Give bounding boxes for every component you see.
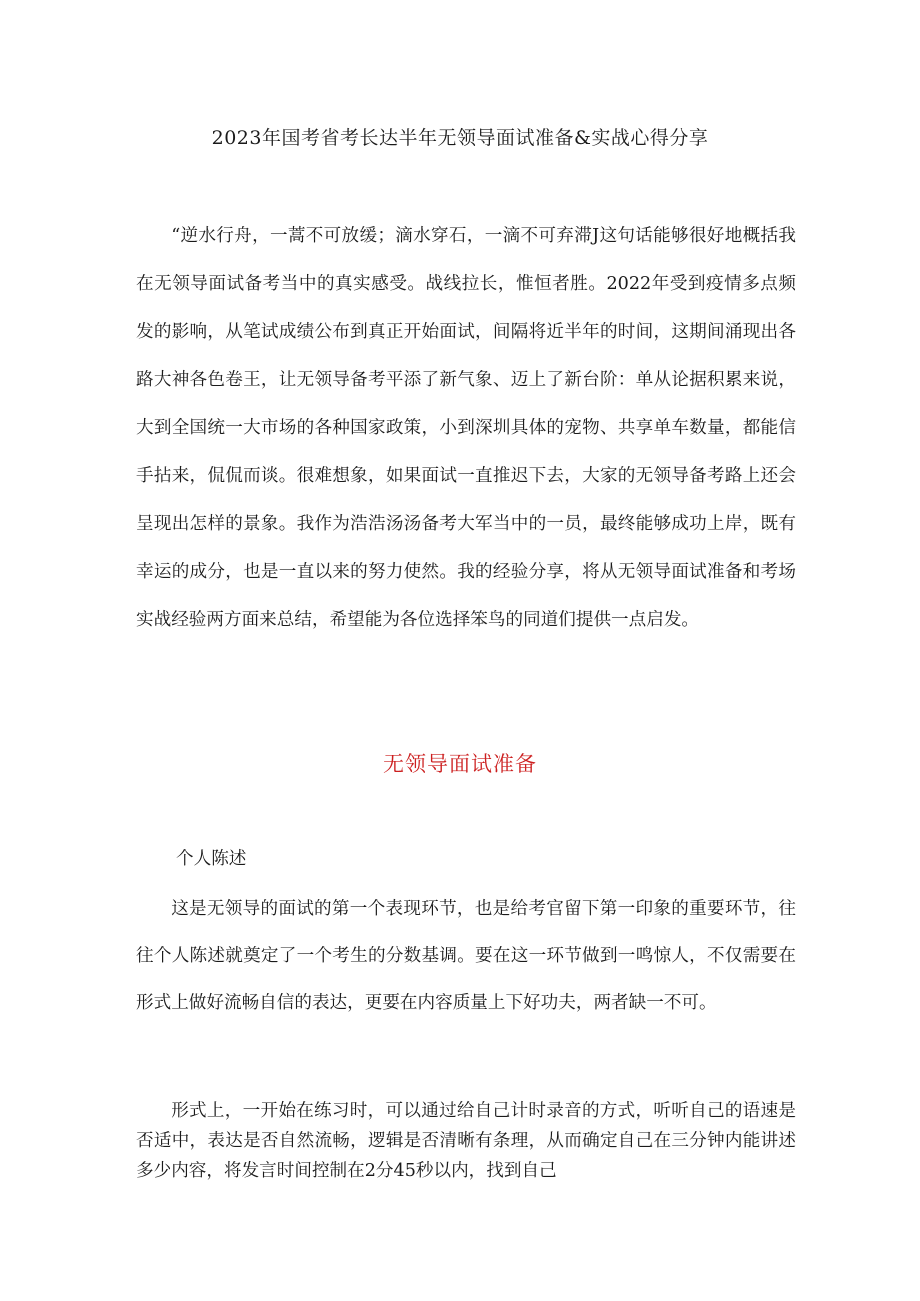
paragraph-personal-statement: 这是无领导的面试的第一个表现环节，也是给考官留下第一印象的重要环节，往往个人陈述就奠定了一个考生的分数基调。要在这一环节做到一鸣惊人，不仅需要在形式上做好流畅自信的表达，更要在内容质量上下好功夫，两者缺一不可。: [136, 899, 796, 1013]
paragraph-form: 形式上，一开始在练习时，可以通过给自己计时录音的方式，听听自己的语速是否适中，表达是否自然流畅，逻辑是否清晰有条理，从而确定自己在三分钟内能讲述多少内容，将发言时间控制在2分45秒以内，找到自己: [136, 1101, 796, 1181]
subheading-personal-statement: 个人陈述: [176, 849, 247, 869]
section-heading: 无领导面试准备: [383, 752, 537, 776]
intro-paragraph: “逆水行舟，一蒿不可放缓；滴水穿石，一滴不可弃滞J这句话能够很好地概括我在无领导面试备考当中的真实感受。战线拉长，惟恒者胜。2022年受到疫情多点频发的影响，从笔试成绩公布到真正开始面试，间隔将近半年的时间，这期间涌现出各路大神各色卷王，让无领导备考平添了新气象、迈上了新台阶：单从论据积累来说，大到全国统一大市场的各种国家政策，小到深圳具体的宠物、共享单车数量，都能信手拈来，侃侃而谈。很难想象，如果面试一直推迟下去，大家的无领导备考路上还会呈现出怎样的景象。我作为浩浩汤汤备考大军当中的一员，最终能够成功上岸，既有幸运的成分，也是一直以来的努力使然。我的经验分享，将从无领导面试准备和考场实战经验两方面来总结，希望能为各位选择笨鸟的同道们提供一点启发。: [136, 226, 796, 630]
document-title: 2023年国考省考长达半年无领导面试准备&实战心得分享: [211, 127, 709, 149]
